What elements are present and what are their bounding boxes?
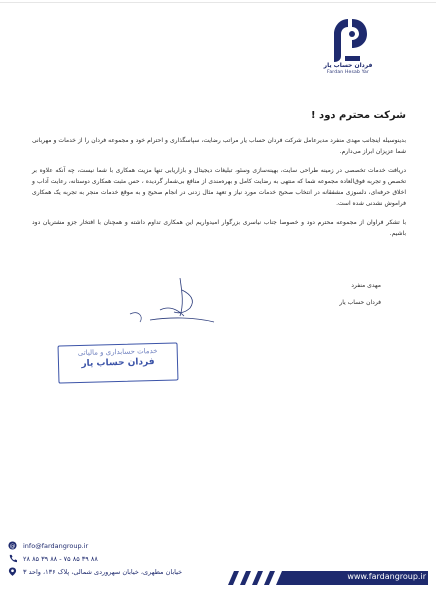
letter-paragraph-2: دریافت خدمات تخصصی در زمینه طراحی سایت، بهینه‌سازی وسئو، تبلیغات دیجیتال و بازاریابی تنها مزیت همکاری با شما نیست، چه آنکه علاوه بر تخصص و تجربه فوق‌العاده مجموعه شما که منتهی به رضایت کامل و بهره‌مندی از منافع بی‌شمار گردیده ، حس مثبت همکاری دوستانه، رعایت آداب و اخلاق حرفه‌ای، دلسوزی مشفقانه در انتخاب صحیح خدمات مورد نیاز و تعهد مثال زدنی در انجام صحیح و به موقع خدمات منجر به تجربه یک همکاری فراموش نشدنی شده است. xyxy=(32,167,406,207)
contact-email-row xyxy=(8,540,208,551)
stamp-top-line: خدمات حسابداری و مالیاتی xyxy=(77,346,158,358)
letter-paragraph-3: با تشکر فراوان از مجموعه محترم دود و خصوصا جناب نیاسری بزرگوار امیدواریم این همکاری تداوم داشته و همچنان با افتخار جزو مشتریان دود باشیم. xyxy=(32,219,406,237)
fardan-logo-icon xyxy=(330,16,370,64)
contact-phone-row xyxy=(8,553,208,564)
signer-company: فردان حساب یار xyxy=(339,299,381,306)
email-icon xyxy=(8,541,17,550)
website-link[interactable]: www.fardangroup.ir xyxy=(347,572,426,581)
signer-name: مهدی منفرد xyxy=(351,282,381,289)
company-stamp xyxy=(58,342,179,383)
handwritten-signature xyxy=(110,270,230,330)
fold-line xyxy=(0,2,436,3)
phone-icon xyxy=(8,554,17,563)
phone-numbers: ۸۸ ۳۹ ۸۵ ۷۵ - ۸۸ ۳۹ ۸۵ ۲۸ xyxy=(23,554,98,563)
location-pin-icon xyxy=(8,567,17,576)
footer-contacts xyxy=(8,540,208,579)
svg-text:@: @ xyxy=(9,543,16,550)
address-text: خیابان مطهری، خیابان سهروردی شمالی، پلاک ۱۳۶، واحد ۳ xyxy=(23,567,183,576)
brand-name-en: Fardan Hesab Yar xyxy=(326,70,370,75)
letter-heading: شرکت محترم دود ! xyxy=(311,110,406,121)
letter-paragraph-1: بدینوسیله اینجانب مهدی منفرد مدیرعامل شرکت فردان حساب یار مراتب رضایت، سپاسگذاری و احترام خود و مجموعه فردان را از خدمات و مهربانی شما عزیزان ابراز می‌دارم. xyxy=(32,137,406,155)
brand-name-fa: فردان حساب یار xyxy=(323,62,373,69)
email-link[interactable]: info@fardangroup.ir xyxy=(23,541,89,550)
contact-address-row xyxy=(8,566,208,577)
stamp-main-line: فردان حساب یار xyxy=(81,357,155,369)
letter-body xyxy=(32,110,406,247)
